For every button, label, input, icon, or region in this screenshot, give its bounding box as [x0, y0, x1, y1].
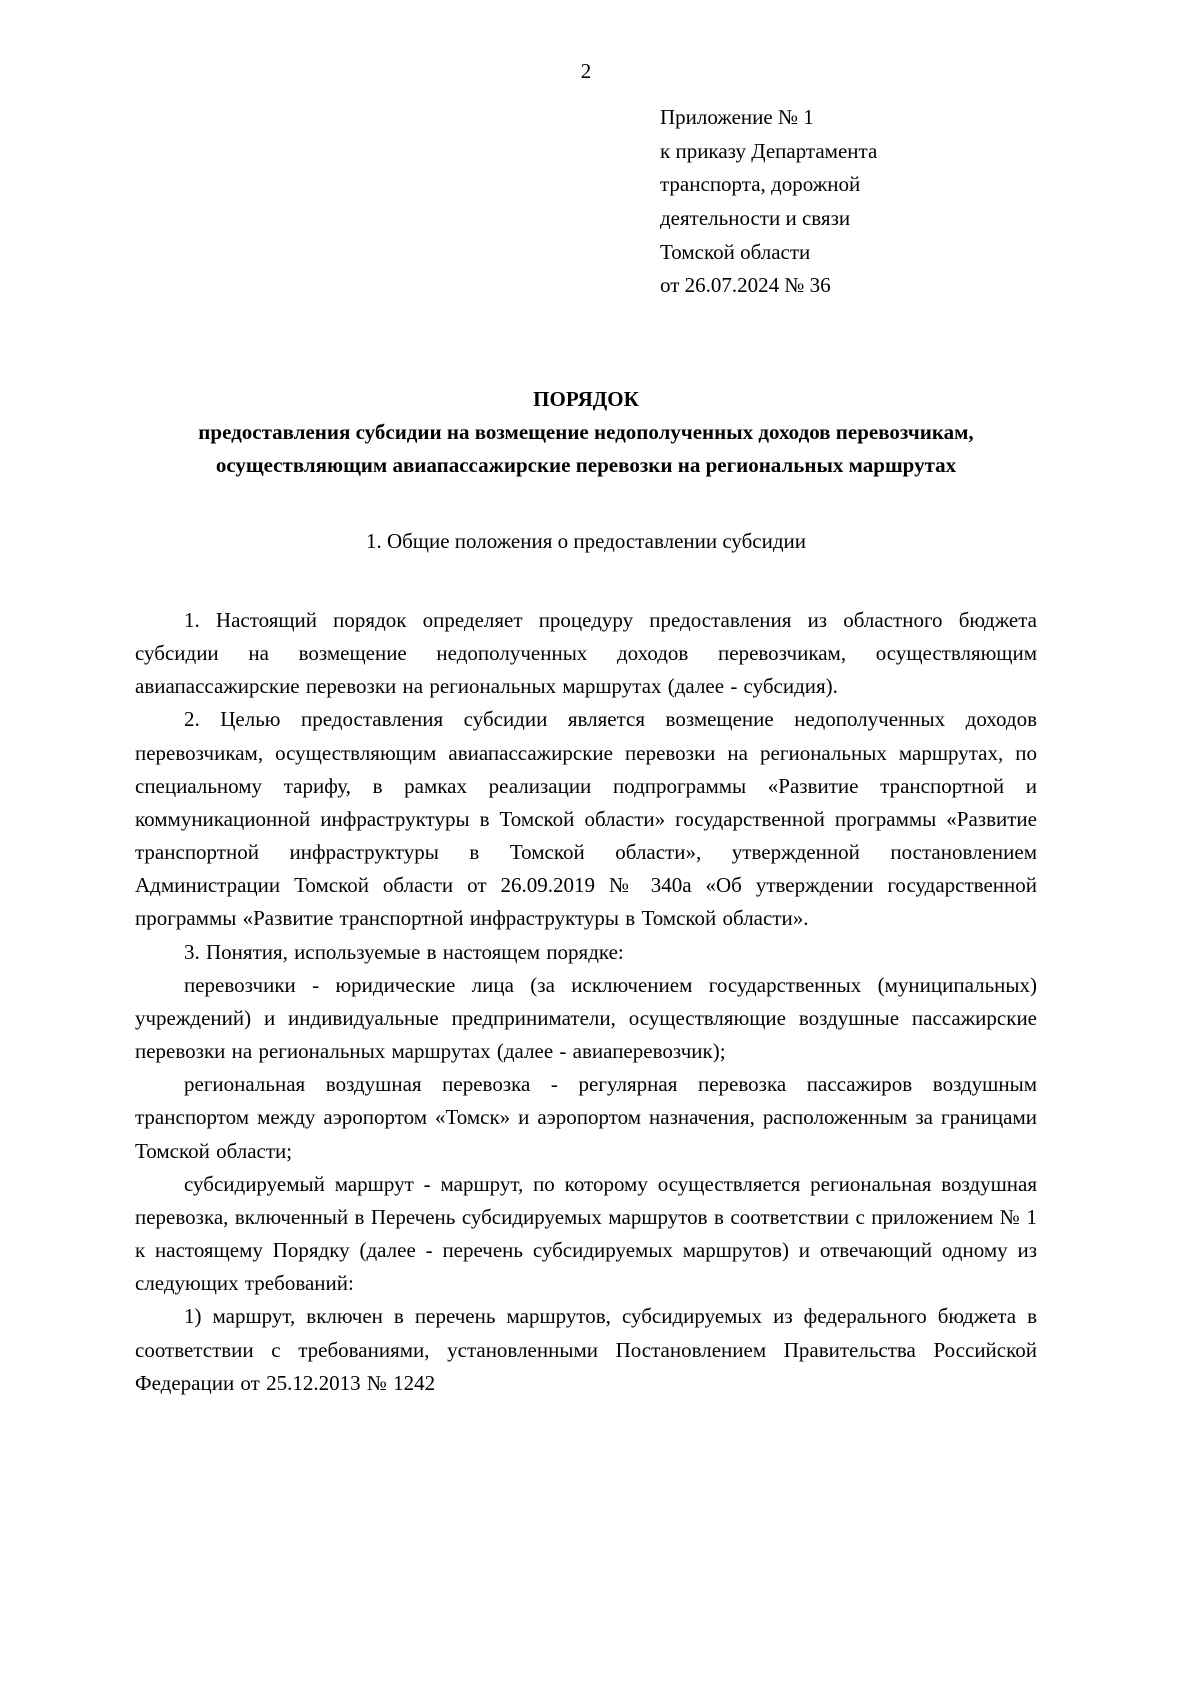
section-heading: 1. Общие положения о предоставлении субсидии: [365, 529, 807, 554]
document-title-subtitle: предоставления субсидии на возмещение недополученных доходов перевозчикам, осуществляющим авиапассажирские перевозки на региональных маршрутах: [198, 420, 974, 478]
document-title: [135, 383, 1037, 483]
document-title-caption: ПОРЯДОК: [533, 386, 639, 411]
paragraph-7: 1) маршрут, включен в перечень маршрутов, субсидируемых из федерального бюджета в соответствии с требованиями, установленными Постановлением Правительства Российской Федерации от 25.12.2013 № 1242: [135, 1304, 1037, 1395]
paragraph-1: 1. Настоящий порядок определяет процедуру предоставления из областного бюджета субсидии на возмещение недополученных доходов перевозчикам, осуществляющим авиапассажирские перевозки на региональных маршрутах (далее - субсидия).: [135, 607, 1037, 699]
paragraph-2: 2. Целью предоставления субсидии является возмещение недополученных доходов перевозчикам, осуществляющим авиапассажирские перевозки на региональных маршрутах, по специальному тарифу, в рамках реализации подпрограммы «Развитие транспортной и коммуникационной инфраструктуры в Томской области» государственной программы «Развитие транспортной инфраструктуры в Томской области», утвержденной постановлением Администрации Томской области от 26.09.2019 № 340а «Об утверждении государственной программы «Развитие транспортной инфраструктуры в Томской области».: [135, 707, 1037, 931]
annex-line: Томской области: [660, 239, 811, 264]
page-number: 2: [580, 59, 592, 83]
annex-line: транспорта, дорожной: [660, 172, 861, 197]
paragraph-5: региональная воздушная перевозка - регулярная перевозка пассажиров воздушным транспортом между аэропортом «Томск» и аэропортом назначения, расположенным за границами Томской области;: [135, 1072, 1037, 1163]
annex-line: от 26.07.2024 № 36: [660, 273, 831, 298]
paragraph-4: перевозчики - юридические лица (за исключением государственных (муниципальных) учреждений) и индивидуальные предприниматели, осуществляющие воздушные пассажирские перевозки на региональных маршрутах (далее - авиаперевозчик);: [135, 972, 1037, 1064]
annex-line: Приложение № 1: [660, 105, 814, 130]
annex-block: [660, 101, 1037, 303]
paragraph-6: субсидируемый маршрут - маршрут, по которому осуществляется региональная воздушная перевозка, включенный в Перечень субсидируемых маршрутов в соответствии с приложением № 1 к настоящему Порядку (далее - перечень субсидируемых маршрутов) и отвечающий одному из следующих требований:: [135, 1171, 1037, 1296]
annex-line: к приказу Департамента: [660, 138, 878, 163]
annex-line: деятельности и связи: [660, 206, 851, 231]
document-body: [135, 604, 1037, 1400]
paragraph-3: 3. Понятия, используемые в настоящем порядке:: [184, 939, 624, 964]
